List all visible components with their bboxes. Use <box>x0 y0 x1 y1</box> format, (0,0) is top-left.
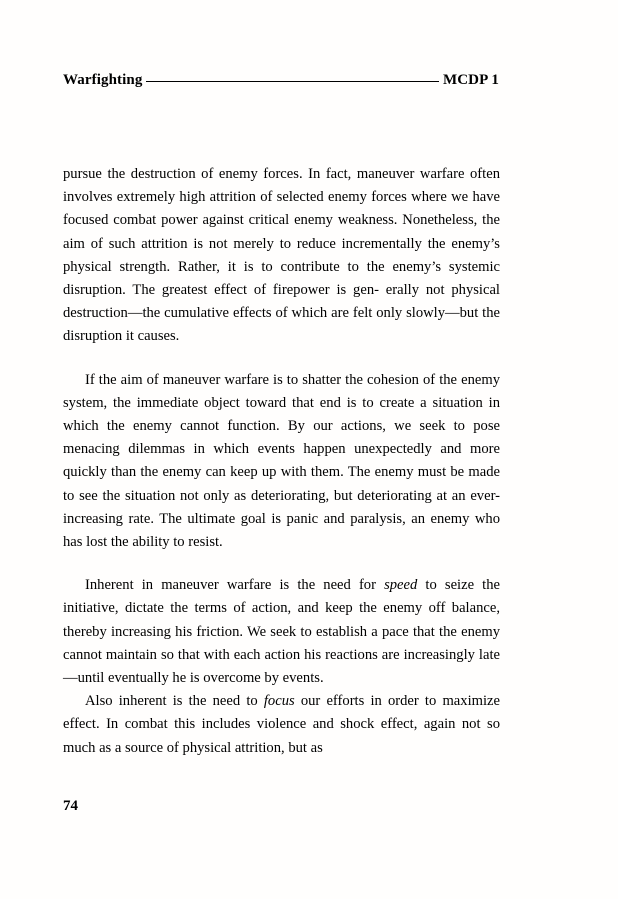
paragraph <box>63 163 500 349</box>
text-run: Inherent in maneuver warfare is the need for <box>85 577 385 594</box>
text-run: our efforts in order to maximize effect. In combat this includes violence and shock effect, again not so much as a source of physical attrition, but as <box>63 693 500 756</box>
header-right-title: MCDP 1 <box>442 72 499 88</box>
running-header <box>63 72 499 89</box>
body-text <box>63 163 500 760</box>
text-run: to seize the initiative, dictate the terms of action, and keep the enemy off balance, thereby increasing his friction. We seek to establish a pace that the enemy cannot maintain so that with each action his reactions are increasingly late—until eventually he is overcome by events. <box>63 577 500 687</box>
header-rule <box>146 81 439 82</box>
emphasized-term: speed <box>384 577 418 594</box>
paragraph <box>63 574 500 690</box>
page-number: 74 <box>63 798 78 814</box>
text-run: pursue the destruction of enemy forces. In fact, maneuver warfare often involves extremely high attrition of selected enemy forces where we have focused combat power against critical enemy weakness. Nonetheless, the aim of such attrition is not merely to reduce incrementally the enemy’s physical strength. Rather, it is to contribute to the enemy’s systemic disruption. The greatest effect of firepower is gen- erally not physical destruction—the cumulative effects of which are felt only slowly—but the disruption it causes. <box>63 166 500 345</box>
emphasized-term: focus <box>263 693 295 710</box>
header-left-title: Warfighting <box>63 72 143 88</box>
text-run: If the aim of maneuver warfare is to shatter the cohesion of the enemy system, the immediate object toward that end is to create a situation in which the enemy cannot function. By our actions, we seek to pose menacing dilemmas in which events happen unexpectedly and more quickly than the enemy can keep up with them. The enemy must be made to see the situation not only as deteriorating, but deteriorating at an ever-increasing rate. The ultimate goal is panic and paralysis, an enemy who has lost the ability to resist. <box>63 371 500 551</box>
paragraph <box>63 369 500 555</box>
text-run: Also inherent is the need to <box>85 693 264 710</box>
paragraph <box>63 690 500 760</box>
